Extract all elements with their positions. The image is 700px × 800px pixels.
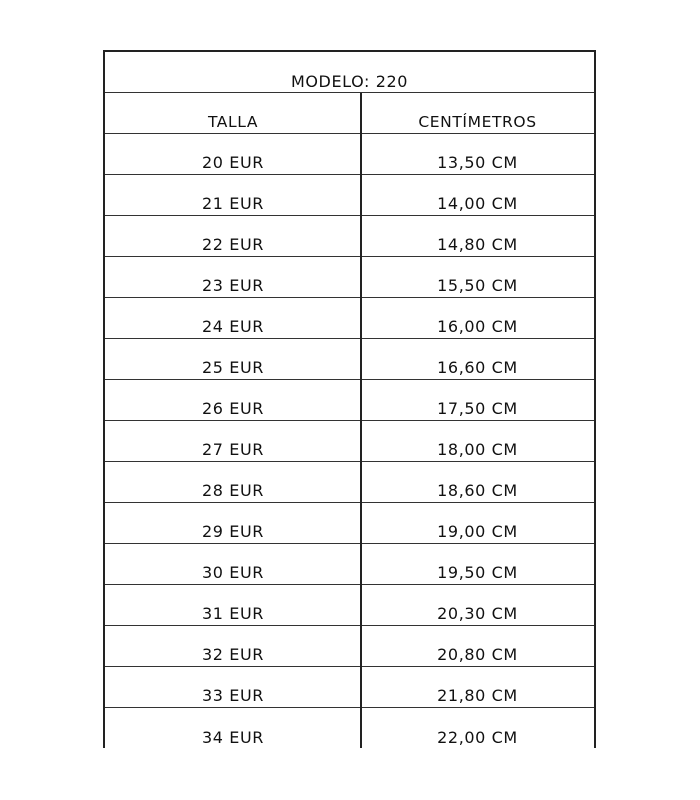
length-cm-cell: 17,50 CM [437, 399, 518, 418]
size-eur-cell: 32 EUR [202, 645, 264, 664]
table-title: MODELO: 220 [105, 52, 594, 93]
table-row [105, 667, 594, 708]
length-cm-cell: 20,30 CM [437, 604, 518, 623]
length-cm-cell: 15,50 CM [437, 276, 518, 295]
table-row [105, 421, 594, 462]
length-cm-cell: 22,00 CM [437, 728, 518, 747]
size-eur-cell: 34 EUR [202, 728, 264, 747]
table-row [105, 298, 594, 339]
table-row [105, 257, 594, 298]
table-row [105, 380, 594, 421]
size-eur-cell: 29 EUR [202, 522, 264, 541]
length-cm-cell: 18,60 CM [437, 481, 518, 500]
length-cm-cell: 19,50 CM [437, 563, 518, 582]
size-eur-cell: 27 EUR [202, 440, 264, 459]
table-row [105, 462, 594, 503]
length-cm-cell: 13,50 CM [437, 153, 518, 172]
header-centimetros: CENTÍMETROS [418, 113, 537, 131]
header-row [105, 93, 594, 134]
size-eur-cell: 33 EUR [202, 686, 264, 705]
table-body [105, 134, 594, 749]
table-row [105, 339, 594, 380]
table-row [105, 708, 594, 749]
length-cm-cell: 16,60 CM [437, 358, 518, 377]
size-eur-cell: 21 EUR [202, 194, 264, 213]
length-cm-cell: 19,00 CM [437, 522, 518, 541]
size-eur-cell: 25 EUR [202, 358, 264, 377]
header-talla: TALLA [207, 113, 259, 131]
table-row [105, 216, 594, 257]
table-row [105, 134, 594, 175]
size-eur-cell: 23 EUR [202, 276, 264, 295]
size-eur-cell: 26 EUR [202, 399, 264, 418]
size-eur-cell: 20 EUR [202, 153, 264, 172]
length-cm-cell: 18,00 CM [437, 440, 518, 459]
length-cm-cell: 20,80 CM [437, 645, 518, 664]
size-eur-cell: 30 EUR [202, 563, 264, 582]
length-cm-cell: 14,00 CM [437, 194, 518, 213]
column-divider [360, 93, 362, 748]
length-cm-cell: 21,80 CM [437, 686, 518, 705]
table-row [105, 503, 594, 544]
table-row [105, 544, 594, 585]
length-cm-cell: 14,80 CM [437, 235, 518, 254]
table-row [105, 585, 594, 626]
size-eur-cell: 31 EUR [202, 604, 264, 623]
size-eur-cell: 28 EUR [202, 481, 264, 500]
size-eur-cell: 22 EUR [202, 235, 264, 254]
size-eur-cell: 24 EUR [202, 317, 264, 336]
table-row [105, 175, 594, 216]
length-cm-cell: 16,00 CM [437, 317, 518, 336]
table-row [105, 626, 594, 667]
size-chart-table [103, 50, 596, 748]
